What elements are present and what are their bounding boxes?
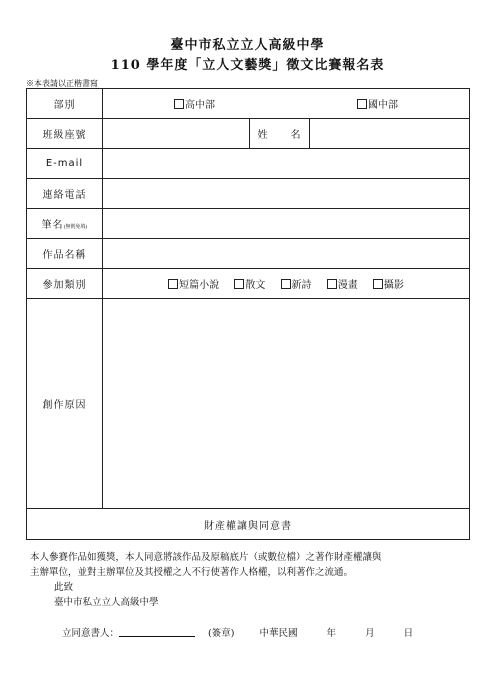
- consent-body-line2: 主辦單位，並對主辦單位及其授權之人不行使著作人格權，以利著作之流通。: [30, 567, 354, 578]
- name-label: 姓 名: [250, 119, 310, 149]
- consent-text: [30, 550, 470, 610]
- date-prefix: 中華民國: [259, 628, 298, 639]
- category-row: [27, 269, 470, 299]
- option-label: 漫畫: [337, 280, 358, 291]
- day-label: 日: [403, 628, 414, 639]
- phone-row: [27, 179, 470, 209]
- option-short-story[interactable]: [168, 276, 219, 291]
- option-junior-high[interactable]: [286, 96, 469, 111]
- penname-field[interactable]: [103, 209, 470, 239]
- email-field[interactable]: [103, 149, 470, 179]
- work-title-field[interactable]: [103, 239, 470, 269]
- class-field[interactable]: [103, 119, 250, 149]
- class-label: 班級座號: [27, 119, 103, 149]
- option-poetry[interactable]: [281, 276, 312, 291]
- option-senior-high[interactable]: [103, 96, 286, 111]
- department-label: 部別: [27, 89, 103, 119]
- signature-line: [62, 625, 413, 639]
- category-label: 參加類別: [27, 269, 103, 299]
- school-title: 臺中市私立立人高級中學: [170, 38, 325, 53]
- penname-row: [27, 209, 470, 239]
- email-row: [27, 149, 470, 179]
- class-row: [27, 119, 470, 149]
- work-title-label: 作品名稱: [27, 239, 103, 269]
- consent-title-row: [27, 509, 470, 540]
- motivation-field[interactable]: [103, 299, 470, 509]
- category-options: [103, 269, 470, 299]
- signer-label: 立同意書人：: [62, 628, 120, 639]
- option-comic[interactable]: [327, 276, 358, 291]
- year-label: 年: [326, 628, 337, 639]
- penname-label: 筆名: [41, 220, 64, 231]
- handwriting-note: ※本表請以正楷書寫: [26, 79, 98, 88]
- checkbox-icon[interactable]: [281, 279, 291, 289]
- checkbox-icon[interactable]: [168, 279, 178, 289]
- option-photography[interactable]: [373, 276, 404, 291]
- consent-title: 財產權讓與同意書: [27, 509, 470, 540]
- seal-label: (簽章): [208, 628, 235, 639]
- department-options: [103, 89, 470, 119]
- salutation: 此致: [54, 582, 74, 593]
- checkbox-icon[interactable]: [174, 99, 184, 109]
- motivation-label: 創作原因: [27, 299, 103, 509]
- checkbox-icon[interactable]: [373, 279, 383, 289]
- name-field[interactable]: [310, 119, 470, 149]
- option-label: 攝影: [383, 280, 404, 291]
- recipient: 臺中市私立立人高級中學: [54, 597, 159, 608]
- consent-body-line1: 本人參賽作品如獲獎，本人同意將該作品及原稿底片（或數位檔）之著作財產權讓與: [30, 552, 382, 563]
- checkbox-icon[interactable]: [357, 99, 367, 109]
- option-label: 高中部: [185, 100, 215, 111]
- form-title: 110 學年度「立人文藝獎」徵文比賽報名表: [110, 58, 385, 73]
- department-row: [27, 89, 470, 119]
- registration-form-table: [26, 88, 470, 540]
- option-label: 國中部: [368, 100, 399, 111]
- checkbox-icon[interactable]: [234, 279, 244, 289]
- phone-field[interactable]: [103, 179, 470, 209]
- work-title-row: [27, 239, 470, 269]
- email-label: E-mail: [27, 149, 103, 179]
- option-label: 短篇小說: [179, 280, 220, 291]
- penname-note: (無則免填): [63, 224, 88, 230]
- phone-label: 連絡電話: [27, 179, 103, 209]
- signature-field[interactable]: [119, 626, 195, 637]
- month-label: 月: [365, 628, 375, 639]
- checkbox-icon[interactable]: [327, 279, 337, 289]
- option-label: 散文: [245, 280, 266, 291]
- motivation-row: [27, 299, 470, 509]
- penname-label-cell: [27, 209, 103, 239]
- option-essay[interactable]: [234, 276, 265, 291]
- option-label: 新詩: [291, 280, 312, 291]
